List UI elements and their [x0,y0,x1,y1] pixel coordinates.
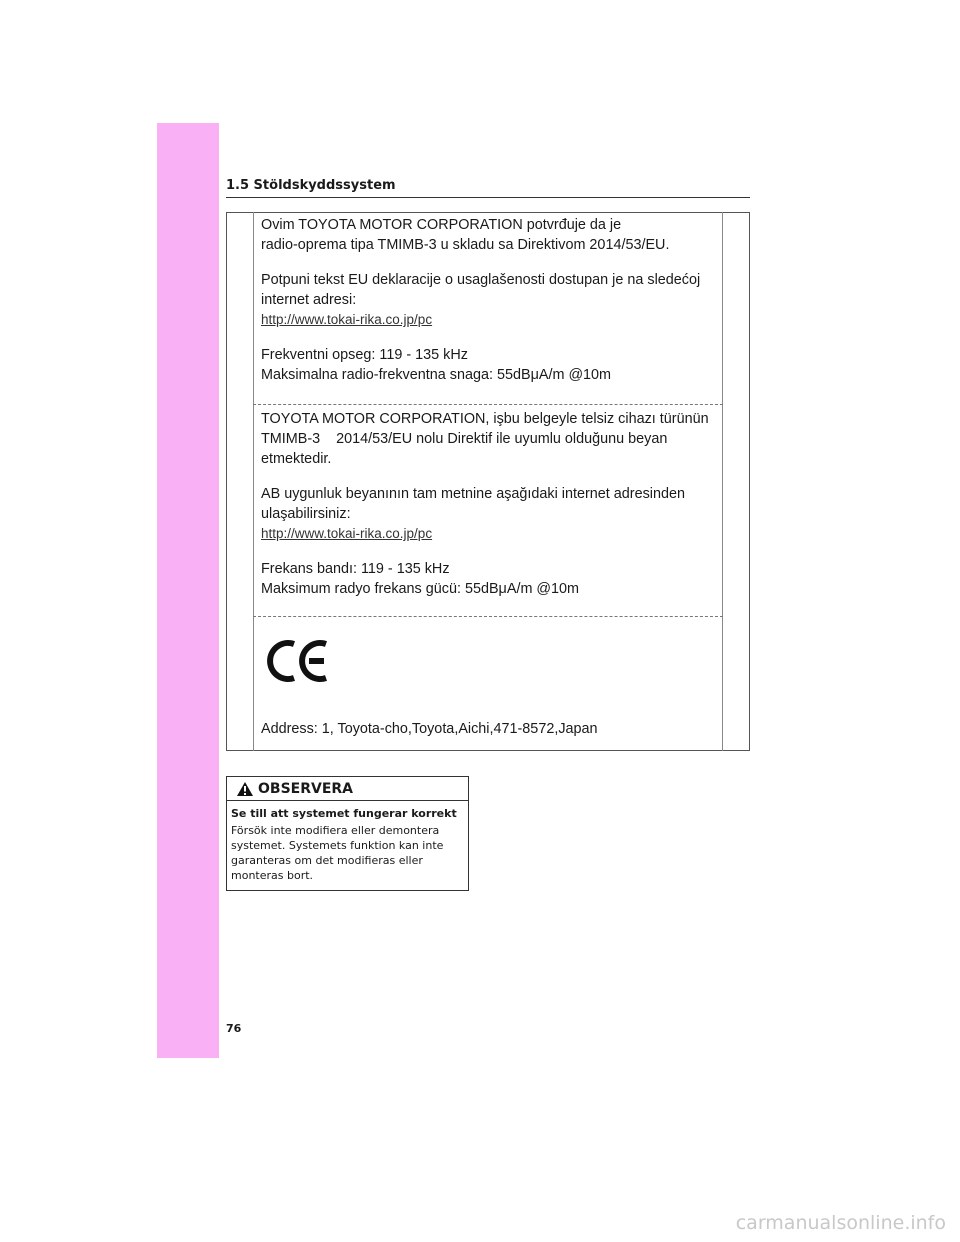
section-divider [253,616,723,617]
serbian-line: radio-oprema tipa TMIMB-3 u skladu sa Direktivom 2014/53/EU. [261,237,670,253]
watermark: carmanualsonline.info [735,1212,946,1234]
warning-header [227,777,468,801]
turkish-line: ulaşabilirsiniz: [261,506,351,522]
serbian-line: Frekventni opseg: 119 - 135 kHz [261,347,468,363]
serbian-line: Ovim TOYOTA MOTOR CORPORATION potvrđuje da je [261,217,622,233]
serbian-declaration [261,215,716,385]
serbian-line: internet adresi: [261,292,357,308]
serbian-line: Maksimalna radio-frekventna snaga: 55dBμA/m @10m [261,367,612,383]
turkish-link[interactable]: http://www.tokai-rika.co.jp/pc [261,526,433,541]
turkish-line: AB uygunluk beyanının tam metnine aşağıdaki internet adresinden [261,486,685,502]
turkish-declaration [261,409,716,599]
warning-subtitle: Se till att systemet fungerar korrekt [231,807,457,820]
warning-text: Försök inte modifiera eller demontera systemet. Systemets funktion kan inte garanteras om det modifieras eller monteras bort. [231,824,444,882]
warning-title: OBSERVERA [258,780,354,797]
warning-box [226,776,469,891]
serbian-line: Potpuni tekst EU deklaracije o usaglašenosti dostupan je na sledećoj [261,272,701,288]
ce-mark-icon [266,638,332,684]
side-color-strip [157,123,219,1058]
turkish-line: etmektedir. [261,451,332,467]
turkish-line: Frekans bandı: 119 - 135 kHz [261,561,450,577]
turkish-line: TMIMB-3 2014/53/EU nolu Direktif ile uyumlu olduğunu beyan [261,431,668,447]
turkish-line: TOYOTA MOTOR CORPORATION, işbu belgeyle telsiz cihazı türünün [261,411,709,427]
manufacturer-address: Address: 1, Toyota-cho,Toyota,Aichi,471-8572,Japan [261,721,598,737]
serbian-link[interactable]: http://www.tokai-rika.co.jp/pc [261,312,433,327]
section-header: 1.5 Stöldskyddssystem [226,178,750,198]
turkish-line: Maksimum radyo frekans gücü: 55dBμA/m @10m [261,581,580,597]
warning-triangle-icon [236,781,254,797]
page-number: 76 [226,1022,242,1035]
section-divider [253,404,723,405]
